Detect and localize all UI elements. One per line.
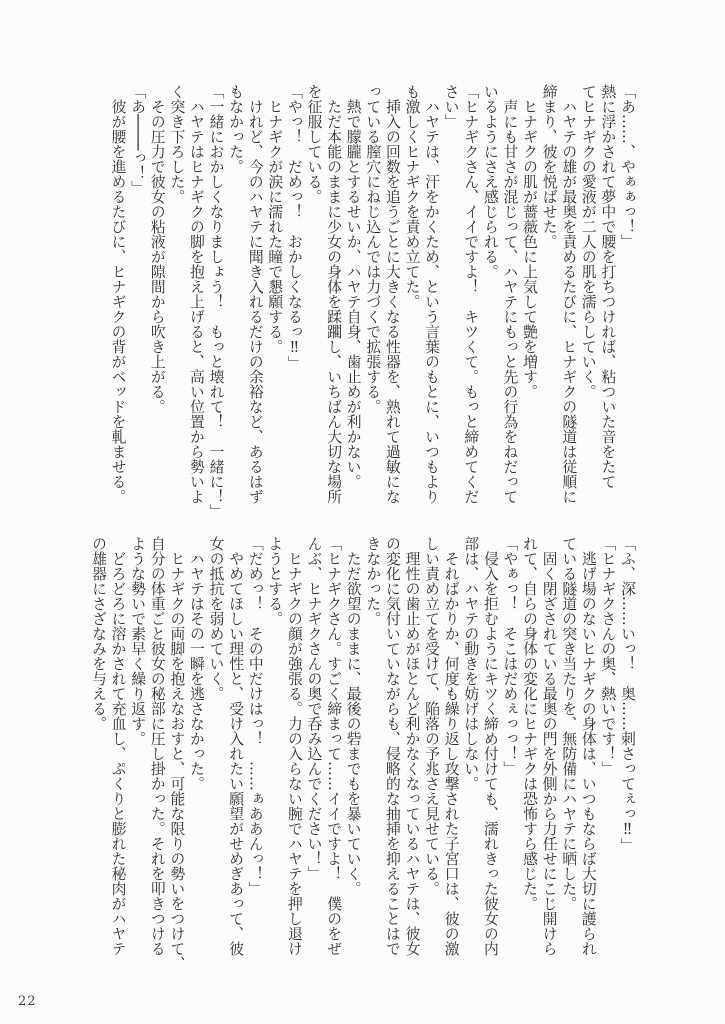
- text-line: の変化に気付いていながらも、侵略的な抽挿を抑えることはで: [383, 536, 401, 956]
- text-line: 彼が腰を進めるたびに、ヒナギクの背がベッドを軋ませる。: [109, 84, 127, 504]
- text-line: ヒナギクの肌が薔薇色に上気して艶を増す。: [521, 84, 539, 399]
- text-line: さい」: [442, 84, 460, 129]
- text-line: 挿入の回数を追うごとに大きくなる性器を、熟れて過敏にな: [383, 84, 401, 504]
- text-line: ハヤテはその一瞬を逃さなかった。: [187, 536, 205, 791]
- text-line: 「やっ！ だめっ！ おかしくなるっ‼」: [285, 84, 303, 372]
- text-line: ようとする。: [266, 536, 284, 626]
- text-line: どろどろに溶かされて充血し、ぷくりと膨れた秘肉がハヤテ: [109, 536, 127, 956]
- text-line: やめてほしい理性と、受け入れたい願望がせめぎあって、彼: [227, 536, 245, 956]
- text-line: れて、自らの身体の変化にヒナギクは恐怖すら感じた。: [521, 536, 539, 911]
- text-line: 「ヒナギクさん、イイですよ！ キツくて。もっと締めてくだ: [462, 84, 480, 504]
- text-line: 女の抵抗を弱めていく。: [207, 536, 225, 701]
- text-line: ハヤテは、汗をかくため、という言葉のもとに、いつもより: [423, 84, 441, 504]
- text-line: 熱で朦朧とするせいか、ハヤテ自身、歯止めが利かない。: [344, 84, 362, 489]
- text-line: ヒナギクの顔が強張る。力の入らない腕でハヤテを押し退け: [285, 536, 303, 956]
- text-line: 侵入を拒むようにキツく締め付けても、濡れきった彼女の内: [481, 536, 499, 956]
- text-line: しい責め立てを受けて、陥落の予兆さえ見せている。: [423, 536, 441, 896]
- text-line: 声にも甘さが混じって、ハヤテにもっと先の行為をねだって: [501, 84, 519, 504]
- text-line: 「ふ、深……いっ！ 奥……刺さってぇっ‼」: [619, 536, 636, 854]
- text-line: ような勢いで素早く繰り返す。: [129, 536, 147, 746]
- text-line: ハヤテはヒナギクの脚を抱え上げると、高い位置から勢いよ: [187, 84, 205, 504]
- text-line: 「あ……、やぁぁっ！」: [619, 84, 636, 249]
- text-line: その圧力で彼女の粘液が隙間から吹き上がる。: [148, 84, 166, 414]
- text-line: 固く閉ざされている最奥の門を外側から力任せにこじ開けら: [540, 536, 558, 956]
- text-line: いるようにさえ感じられる。: [481, 84, 499, 279]
- text-line: く突き下ろした。: [168, 84, 186, 204]
- text-line: ヒナギクの両脚を抱えなおすと、可能な限りの勢いをつけて、: [168, 536, 186, 971]
- text-line: ただ本能のままに少女の身体を蹂躙し、いちばん大切な場所: [325, 84, 343, 504]
- text-line: そればかりか、何度も繰り返し攻撃された子宮口は、彼の激: [442, 536, 460, 956]
- text-line: もなかった。: [227, 84, 245, 174]
- page-number: 22: [18, 994, 37, 1009]
- text-line: ただ欲望のままに、最後の砦までもを暴いていく。: [344, 536, 362, 896]
- text-line: 熱に浮かされて夢中で腰を打ちつければ、粘ついた音をたて: [599, 84, 617, 489]
- text-line: 理性の歯止めがほとんど利かなくなっているハヤテは、彼女: [403, 536, 421, 956]
- text-line: きなかった。: [364, 536, 382, 626]
- text-line: っている膣穴にねじ込んでは力づくで拡張する。: [364, 84, 382, 414]
- text-line: 「一緒におかしくなりましょう！ もっと壊れて！ 一緒に！」: [207, 84, 225, 519]
- text-line: ハヤテの雄が最奥を責めるたびに、ヒナギクの隧道は従順に: [560, 84, 578, 504]
- text-line: 部は、ハヤテの動きを妨げはしない。: [462, 536, 480, 791]
- text-line: 「ヒナギクさんの奥、熱いです！」: [599, 536, 617, 776]
- text-line: 「ヒナギクさん。すごく締まって……イイですよ！ 僕のをぜ: [325, 536, 343, 956]
- text-line: ている隧道の突き当たりを、無防備にハヤテに晒した。: [560, 536, 578, 911]
- text-line: の雄器にさざなみを与える。: [89, 536, 107, 731]
- text-line: 自分の体重ごと彼女の秘部に圧し掛かった。それを叩きつける: [148, 536, 166, 956]
- text-line: けれど、今のハヤテに聞き入れるだけの余裕など、あるはず: [246, 84, 264, 504]
- top-text-block: [108, 84, 637, 519]
- text-line: 「やぁっ！ そこはだめぇっっ！」: [501, 536, 519, 776]
- text-line: 「だめっ！ その中だけはっ！ ……ぁああんっ！」: [246, 536, 264, 896]
- text-line: 「あ────っ！」: [129, 84, 147, 196]
- text-line: 締まり、彼を悦ばせた。: [540, 84, 558, 249]
- text-line: も激しくヒナギクを責め立てた。: [403, 84, 421, 309]
- text-line: ヒナギクが涙に濡れた瞳で懇願する。: [266, 84, 284, 354]
- bottom-text-block: [88, 536, 637, 971]
- text-line: を征服している。: [305, 84, 323, 204]
- text-line: んぶ、ヒナギクさんの奥で呑み込んでください！」: [305, 536, 323, 881]
- text-line: てヒナギクの愛液が二人の肌を濡らしていく。: [579, 84, 597, 399]
- text-line: 逃げ場のないヒナギクの身体は、いつもならば大切に護られ: [579, 536, 597, 956]
